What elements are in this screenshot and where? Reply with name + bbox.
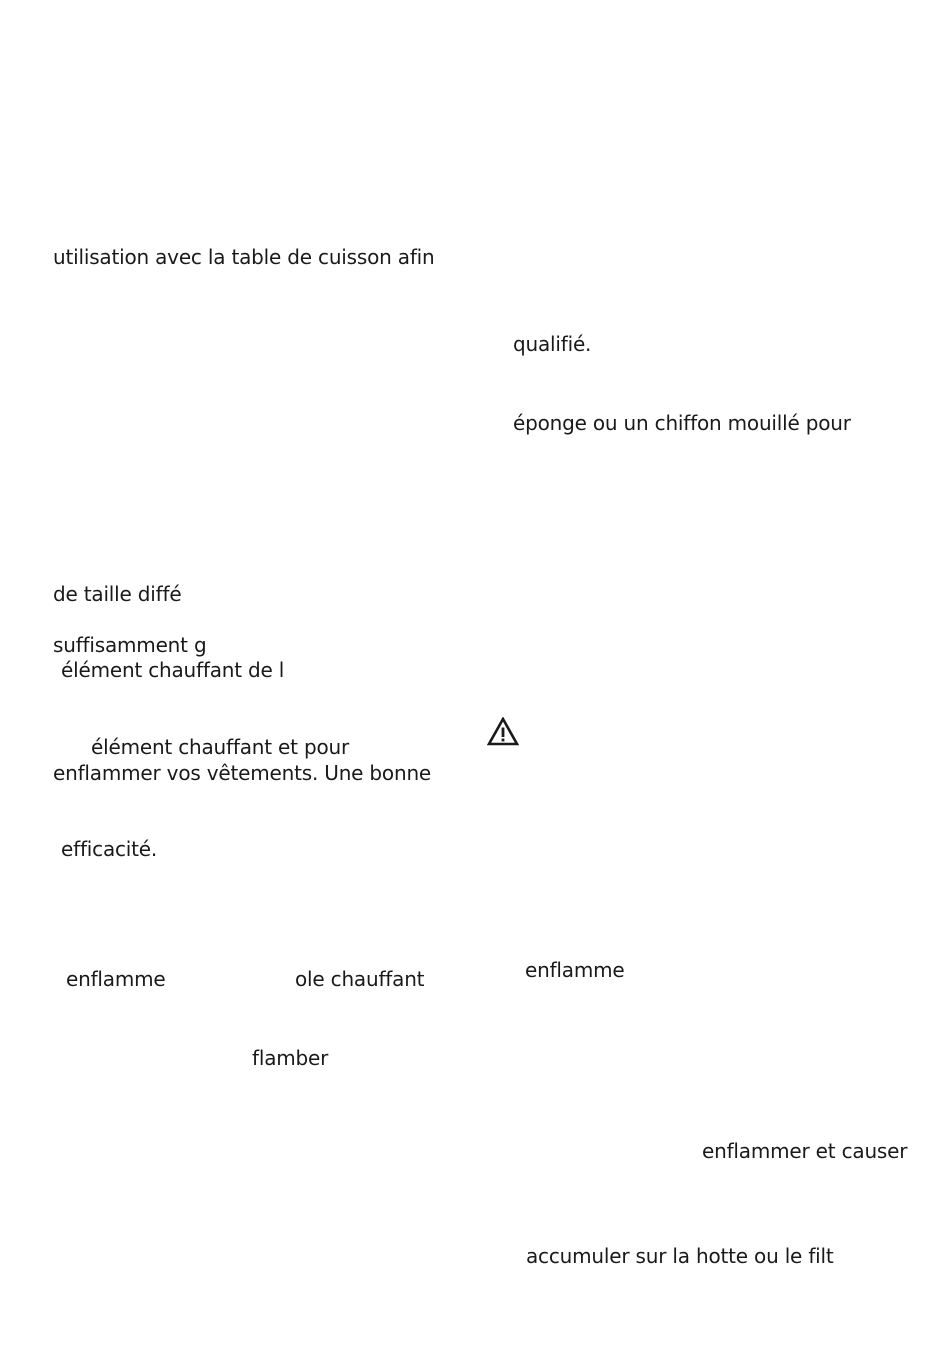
text-fragment: qualifié. — [513, 332, 592, 356]
text-fragment: enflamme — [66, 967, 166, 991]
text-fragment: flamber — [252, 1046, 329, 1070]
text-fragment: ole chauffant — [295, 967, 425, 991]
text-fragment: enflammer vos vêtements. Une bonne — [53, 761, 432, 785]
text-fragment: de taille diffé — [53, 582, 182, 606]
text-fragment: enflammer et causer — [702, 1139, 908, 1163]
warning-triangle-icon — [487, 717, 519, 747]
text-fragment: suffisamment g — [53, 633, 207, 657]
text-fragment: efficacité. — [61, 837, 158, 861]
text-fragment: éponge ou un chiffon mouillé pour — [513, 411, 851, 435]
text-fragment: élément chauffant et pour — [91, 735, 349, 759]
text-fragment: accumuler sur la hotte ou le filt — [526, 1244, 834, 1268]
text-fragment: élément chauffant de l — [61, 658, 285, 682]
text-fragment: utilisation avec la table de cuisson afin — [53, 245, 435, 269]
text-fragment: enflamme — [525, 958, 625, 982]
